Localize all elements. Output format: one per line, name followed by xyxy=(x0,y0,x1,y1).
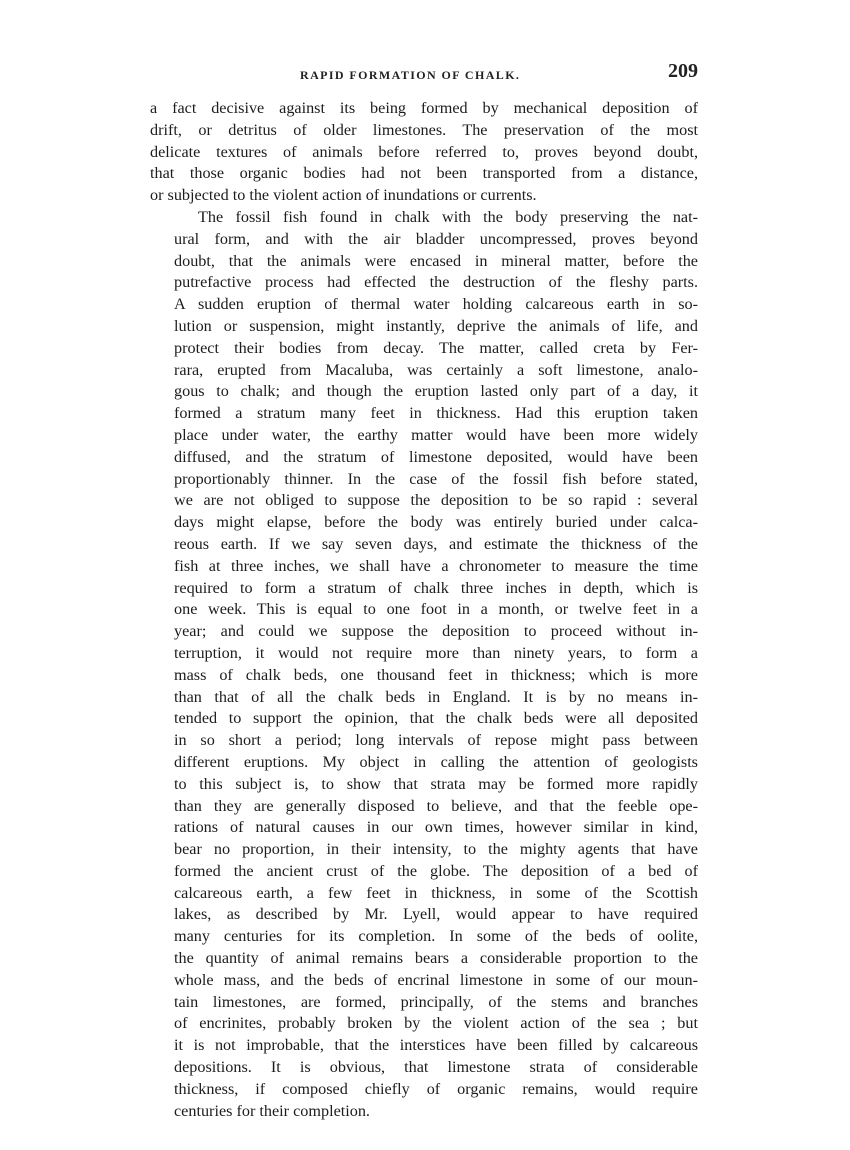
text-line: fish at three inches, we shall have a chronometer to measure the time xyxy=(174,556,698,575)
paragraph-1 xyxy=(150,98,698,207)
text-line: required to form a stratum of chalk three inches in depth, which is xyxy=(174,578,698,597)
running-head xyxy=(150,60,698,86)
text-line: doubt, that the animals were encased in mineral matter, before the xyxy=(174,251,698,270)
text-line: to this subject is, to show that strata may be formed more rapidly xyxy=(174,774,698,793)
text-line: tended to support the opinion, that the chalk beds were all deposited xyxy=(174,709,698,728)
text-line: ural form, and with the air bladder uncompressed, proves beyond xyxy=(174,229,698,248)
text-line: drift, or detritus of older limestones. The preservation of the most xyxy=(150,120,698,139)
text-line: mass of chalk beds, one thousand feet in thickness; which is more xyxy=(174,665,698,684)
text-line: protect their bodies from decay. The matter, called creta by Fer- xyxy=(174,338,698,357)
text-line: tain limestones, are formed, principally, of the stems and branches xyxy=(174,992,698,1011)
text-line: putrefactive process had effected the destruction of the fleshy parts. xyxy=(174,273,698,292)
body-text xyxy=(150,98,698,1122)
text-line: formed a stratum many feet in thickness. Had this eruption taken xyxy=(174,404,698,423)
paragraph-2 xyxy=(150,207,698,1122)
text-line: centuries for their completion. xyxy=(174,1101,370,1120)
text-line: one week. This is equal to one foot in a month, or twelve feet in a xyxy=(174,600,698,619)
text-line: or subjected to the violent action of inundations or currents. xyxy=(150,186,537,205)
text-line: a fact decisive against its being formed by mechanical deposition of xyxy=(150,99,698,117)
text-line: delicate textures of animals before referred to, proves beyond doubt, xyxy=(150,142,698,161)
text-line: rations of natural causes in our own times, however similar in kind, xyxy=(174,818,698,837)
text-line: days might elapse, before the body was entirely buried under calca- xyxy=(174,513,698,532)
text-line: The fossil fish found in chalk with the body preserving the nat- xyxy=(198,207,698,226)
text-line: in so short a period; long intervals of repose might pass between xyxy=(174,731,698,750)
text-line: gous to chalk; and though the eruption lasted only part of a day, it xyxy=(174,382,698,401)
text-line: year; and could we suppose the deposition to proceed without in- xyxy=(174,622,698,641)
text-line: diffused, and the stratum of limestone deposited, would have been xyxy=(174,447,698,466)
text-line: place under water, the earthy matter would have been more widely xyxy=(174,425,698,444)
text-line: rara, erupted from Macaluba, was certainly a soft limestone, analo- xyxy=(174,360,698,379)
text-line: proportionably thinner. In the case of the fossil fish before stated, xyxy=(174,469,698,488)
text-line: reous earth. If we say seven days, and estimate the thickness of the xyxy=(174,534,698,553)
text-line: the quantity of animal remains bears a considerable proportion to the xyxy=(174,949,698,968)
page-number: 209 xyxy=(668,60,698,82)
text-line: terruption, it would not require more than ninety years, to form a xyxy=(174,643,698,662)
running-title: RAPID FORMATION OF CHALK. xyxy=(300,68,521,82)
text-line: than they are generally disposed to believe, and that the feeble ope- xyxy=(174,796,698,815)
text-line: whole mass, and the beds of encrinal limestone in some of our moun- xyxy=(174,970,698,989)
text-line: thickness, if composed chiefly of organic remains, would require xyxy=(174,1079,698,1098)
text-line: than that of all the chalk beds in England. It is by no means in- xyxy=(174,687,698,706)
text-line: calcareous earth, a few feet in thickness, in some of the Scottish xyxy=(174,883,698,902)
text-line: bear no proportion, in their intensity, to the mighty agents that have xyxy=(174,840,698,859)
text-line: of encrinites, probably broken by the violent action of the sea ; but xyxy=(174,1014,698,1033)
text-line: that those organic bodies had not been transported from a distance, xyxy=(150,164,698,183)
text-line: A sudden eruption of thermal water holding calcareous earth in so- xyxy=(174,295,698,314)
text-line: lakes, as described by Mr. Lyell, would appear to have required xyxy=(174,905,698,924)
text-line: different eruptions. My object in calling the attention of geologists xyxy=(174,752,698,771)
text-line: it is not improbable, that the interstices have been filled by calcareous xyxy=(174,1036,698,1055)
text-line: depositions. It is obvious, that limestone strata of considerable xyxy=(174,1058,698,1077)
text-line: lution or suspension, might instantly, deprive the animals of life, and xyxy=(174,316,698,335)
text-line: formed the ancient crust of the globe. The deposition of a bed of xyxy=(174,861,698,880)
text-line: we are not obliged to suppose the deposition to be so rapid : several xyxy=(174,491,698,510)
text-line: many centuries for its completion. In some of the beds of oolite, xyxy=(174,927,698,946)
